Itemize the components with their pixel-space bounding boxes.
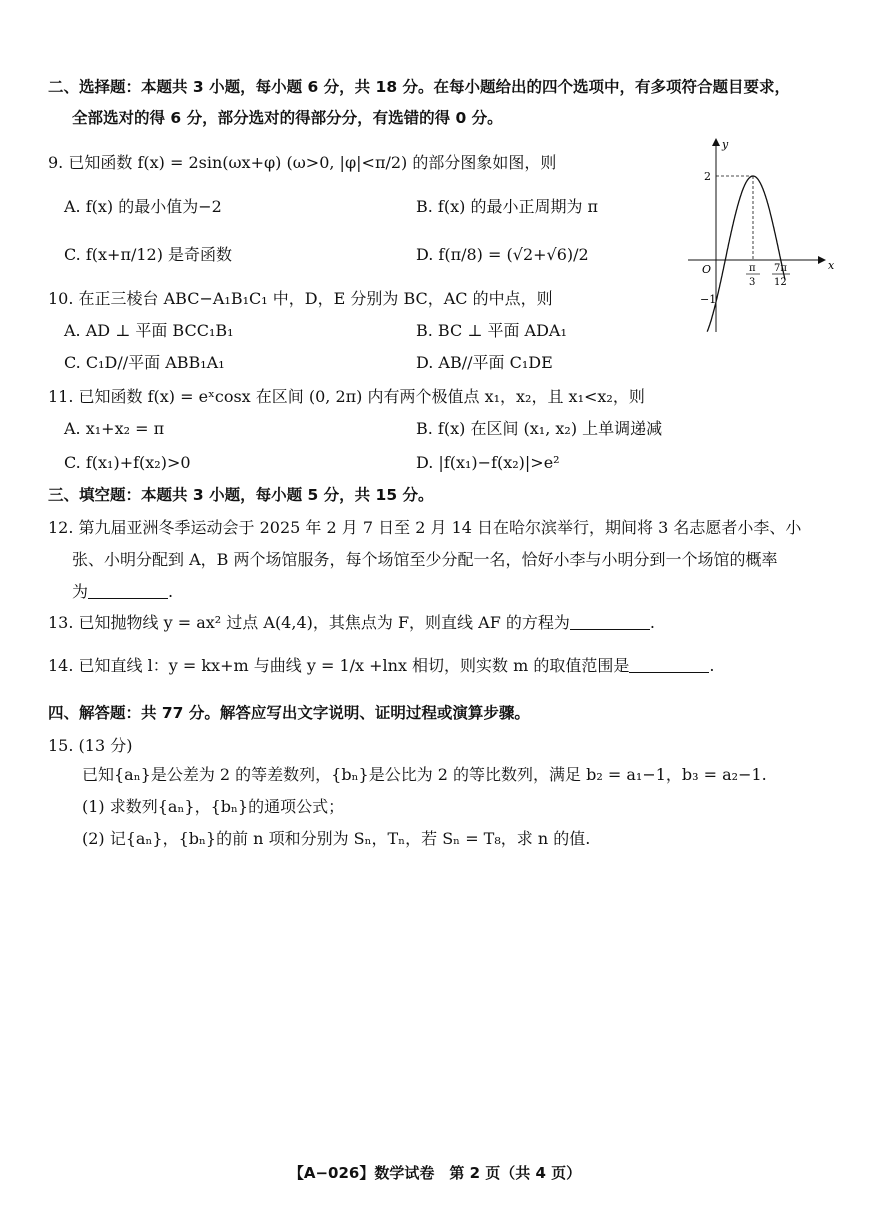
q12-line3-text: 为 — [72, 582, 89, 601]
tick-label-x2-den: 12 — [774, 277, 787, 288]
tick-label-x2-num: 7π — [774, 263, 787, 274]
q14-text: 14. 已知直线 l：y = kx+m 与曲线 y = 1/x +lnx 相切，则实数 m 的取值范围是 — [48, 656, 630, 675]
tick-label-x1-num: π — [749, 263, 756, 274]
tick-label-y-min: −1 — [700, 293, 717, 306]
x-axis-label: x — [828, 259, 835, 272]
q15-line1: 已知{aₙ}是公差为 2 的等差数列，{bₙ}是公比为 2 的等比数列，满足 b₂ = a₁−1，b₃ = a₂−1. — [82, 765, 767, 784]
section3-heading: 三、填空题：本题共 3 小题，每小题 5 分，共 15 分。 — [48, 486, 434, 504]
q10-option-b: B. BC ⊥ 平面 ADA₁ — [416, 321, 567, 340]
q13-text: 13. 已知抛物线 y = ax² 过点 A(4,4)，其焦点为 F，则直线 AF 的方程为 — [48, 613, 570, 632]
y-axis-arrow-icon — [712, 138, 720, 146]
q11-stem: 11. 已知函数 f(x) = eˣcosx 在区间 (0, 2π) 内有两个极值点 x₁，x₂，且 x₁<x₂，则 — [48, 387, 645, 406]
q14-answer-blank[interactable] — [629, 656, 709, 673]
sine-curve — [707, 176, 785, 332]
q11-option-b: B. f(x) 在区间 (x₁, x₂) 上单调递减 — [416, 419, 663, 438]
q10-option-d: D. AB//平面 C₁DE — [416, 353, 553, 372]
q10-stem: 10. 在正三棱台 ABC−A₁B₁C₁ 中，D，E 分别为 BC，AC 的中点，则 — [48, 289, 553, 308]
q9-stem: 9. 已知函数 f(x) = 2sin(ωx+φ) (ω>0, |φ|<π/2) 的部分图象如图，则 — [48, 153, 557, 172]
q10-option-a: A. AD ⊥ 平面 BCC₁B₁ — [64, 321, 234, 340]
section2-heading-line2: 全部选对的得 6 分，部分选对的得部分分，有选错的得 0 分。 — [72, 109, 503, 127]
q9-option-a: A. f(x) 的最小值为−2 — [64, 197, 222, 216]
q12-line1: 12. 第九届亚洲冬季运动会于 2025 年 2 月 7 日至 2 月 14 日在哈尔滨举行，期间将 3 名志愿者小李、小 — [48, 518, 802, 537]
section4-heading: 四、解答题：共 77 分。解答应写出文字说明、证明过程或演算步骤。 — [48, 704, 530, 722]
origin-label: O — [702, 263, 712, 276]
q12-line3: 为 . — [72, 582, 174, 601]
page-footer: 【A−026】数学试卷 第 2 页（共 4 页） — [288, 1164, 582, 1182]
tick-label-x1-den: 3 — [749, 277, 756, 288]
q11-option-c: C. f(x₁)+f(x₂)>0 — [64, 453, 191, 472]
q15-line3: (2) 记{aₙ}，{bₙ}的前 n 项和分别为 Sₙ，Tₙ，若 Sₙ = T₈，求 n 的值. — [82, 829, 591, 848]
q11-option-d: D. |f(x₁)−f(x₂)|>e² — [416, 453, 560, 472]
q15-heading: 15. (13 分) — [48, 736, 133, 755]
q9-option-c: C. f(x+π/12) 是奇函数 — [64, 245, 233, 264]
q14-line: 14. 已知直线 l：y = kx+m 与曲线 y = 1/x +lnx 相切，则实数 m 的取值范围是 . — [48, 656, 715, 675]
section2-heading-line1: 二、选择题：本题共 3 小题，每小题 6 分，共 18 分。在每小题给出的四个选项中，有多项符合题目要求， — [48, 78, 791, 96]
q9-option-d: D. f(π/8) = (√2+√6)/2 — [416, 245, 589, 264]
q13-line: 13. 已知抛物线 y = ax² 过点 A(4,4)，其焦点为 F，则直线 AF 的方程为 . — [48, 613, 655, 632]
y-axis-label: y — [722, 138, 729, 151]
q15-line2: (1) 求数列{aₙ}，{bₙ}的通项公式； — [82, 797, 345, 816]
q11-option-a: A. x₁+x₂ = π — [64, 419, 165, 438]
q13-answer-blank[interactable] — [570, 613, 650, 630]
q10-option-c: C. C₁D//平面 ABB₁A₁ — [64, 353, 225, 372]
q12-line2: 张、小明分配到 A，B 两个场馆服务，每个场馆至少分配一名，恰好小李与小明分到一个场馆的概率 — [72, 550, 778, 569]
q9-option-b: B. f(x) 的最小正周期为 π — [416, 197, 599, 216]
x-axis-arrow-icon — [818, 256, 826, 264]
q9-function-graph — [686, 136, 836, 334]
tick-label-y-max: 2 — [704, 170, 711, 183]
q12-answer-blank[interactable] — [88, 582, 168, 599]
